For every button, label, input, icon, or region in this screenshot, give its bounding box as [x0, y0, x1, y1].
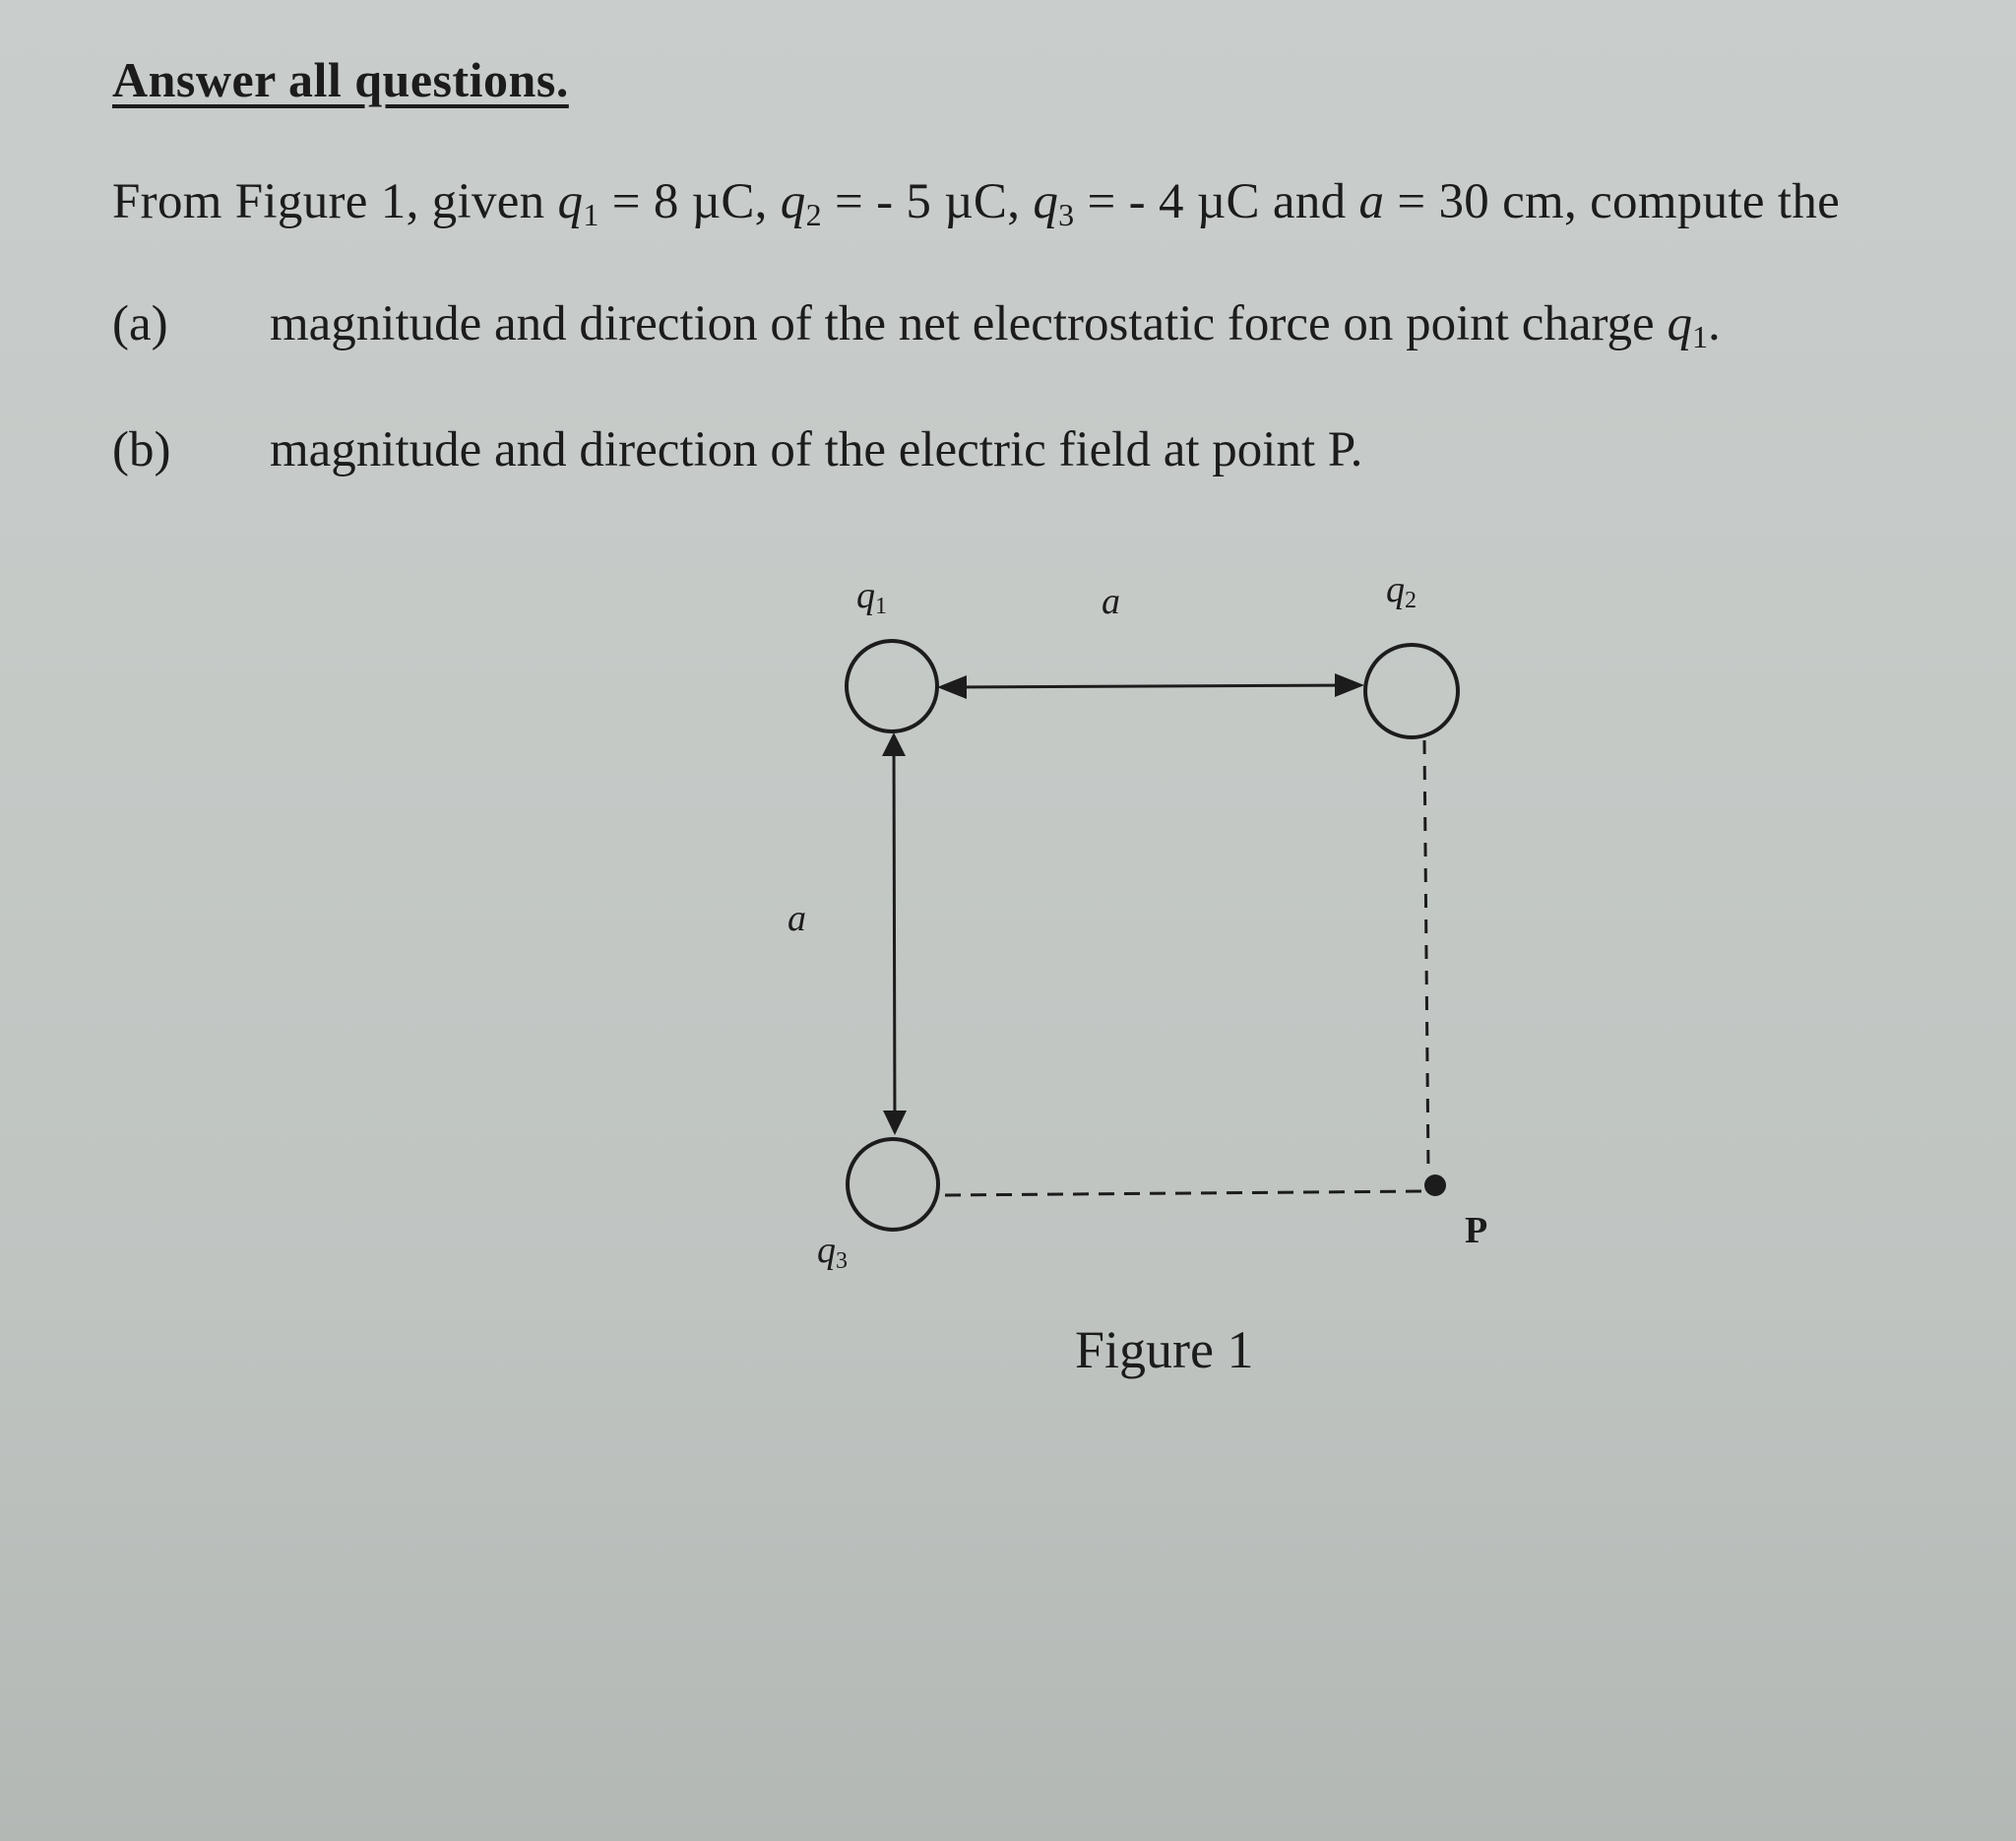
charge-q2-circle: [1365, 645, 1458, 737]
q2-subscript: 2: [805, 197, 822, 232]
instructions-heading: Answer all questions.: [112, 52, 569, 107]
q3-subscript: 3: [1058, 197, 1075, 232]
question-a-label: (a): [112, 296, 168, 351]
q3-value: = - 4 µC and: [1074, 174, 1359, 229]
q1-subscript: 1: [583, 197, 599, 232]
bottom-dashed-line: [945, 1191, 1427, 1195]
top-side-label: a: [1102, 581, 1120, 622]
question-a-symbol: q: [1667, 296, 1692, 351]
question-b-text: magnitude and direction of the electric field at point P.: [270, 422, 1363, 477]
q1-label: q1: [856, 575, 887, 619]
left-arrowhead-down-icon: [883, 1111, 907, 1135]
question-a-text: magnitude and direction of the net electrostatic force on point charge: [270, 296, 1668, 351]
q2-label: q2: [1386, 569, 1417, 613]
point-p-label: P: [1465, 1210, 1488, 1251]
q3-label: q3: [817, 1230, 848, 1274]
left-dimension-line: [894, 740, 895, 1130]
point-p-dot: [1424, 1174, 1446, 1196]
question-a-subscript: 1: [1691, 319, 1708, 354]
q1-value: = 8 µC,: [598, 174, 781, 229]
top-arrowhead-right-icon: [1335, 673, 1364, 697]
top-arrowhead-left-icon: [937, 675, 967, 699]
q2-value: = - 5 µC,: [821, 174, 1034, 229]
right-dashed-line: [1424, 740, 1428, 1172]
q1-symbol: q: [557, 174, 584, 229]
charge-q1-circle: [847, 641, 937, 731]
a-value: = 30 cm, compute the: [1384, 174, 1841, 229]
q3-symbol: q: [1033, 174, 1059, 229]
charge-q3-circle: [848, 1139, 938, 1230]
q2-symbol: q: [780, 174, 806, 229]
top-dimension-line: [942, 685, 1359, 687]
a-symbol: a: [1358, 174, 1385, 229]
left-arrowhead-up-icon: [882, 732, 906, 756]
figure-caption: Figure 1: [1075, 1320, 1254, 1379]
question-b-label: (b): [112, 422, 171, 477]
intro-prefix: From Figure 1, given: [112, 174, 558, 229]
question-a-tail: .: [1707, 296, 1721, 351]
left-side-label: a: [788, 898, 806, 939]
